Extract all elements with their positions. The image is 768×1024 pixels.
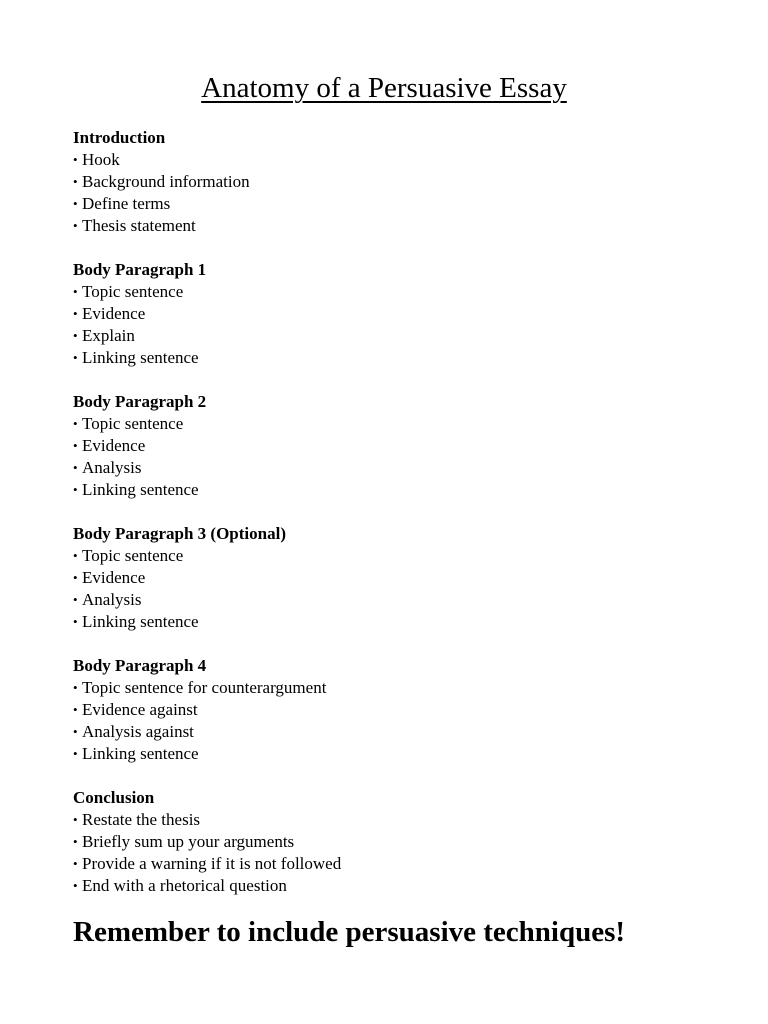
list-item: • Topic sentence bbox=[73, 413, 713, 435]
list-item: • Analysis against bbox=[73, 721, 713, 743]
section-heading: Conclusion bbox=[73, 788, 155, 807]
bullet-list bbox=[73, 149, 713, 237]
bullet-list bbox=[73, 809, 713, 897]
list-item: • Define terms bbox=[73, 193, 713, 215]
bullet-list bbox=[73, 677, 713, 765]
section-heading: Body Paragraph 1 bbox=[73, 260, 207, 279]
section-body-paragraph-2 bbox=[73, 391, 713, 501]
list-item: • Evidence bbox=[73, 567, 713, 589]
list-item: • Linking sentence bbox=[73, 347, 713, 369]
bullet-list bbox=[73, 545, 713, 633]
section-body-paragraph-4 bbox=[73, 655, 713, 765]
list-item: • Linking sentence bbox=[73, 611, 713, 633]
list-item: • Topic sentence for counterargument bbox=[73, 677, 713, 699]
list-item: • Hook bbox=[73, 149, 713, 171]
list-item: • Topic sentence bbox=[73, 545, 713, 567]
list-item: • Analysis bbox=[73, 457, 713, 479]
page-title: Anatomy of a Persuasive Essay bbox=[201, 72, 567, 104]
section-heading: Body Paragraph 3 (Optional) bbox=[73, 524, 286, 543]
list-item: • Background information bbox=[73, 171, 713, 193]
bullet-list bbox=[73, 413, 713, 501]
section-body-paragraph-1 bbox=[73, 259, 713, 369]
list-item: • Briefly sum up your arguments bbox=[73, 831, 713, 853]
essay-outline bbox=[73, 127, 713, 919]
bullet-list bbox=[73, 281, 713, 369]
list-item: • End with a rhetorical question bbox=[73, 875, 713, 897]
section-body-paragraph-3 bbox=[73, 523, 713, 633]
list-item: • Evidence bbox=[73, 303, 713, 325]
list-item: • Provide a warning if it is not followed bbox=[73, 853, 713, 875]
list-item: • Restate the thesis bbox=[73, 809, 713, 831]
list-item: • Linking sentence bbox=[73, 743, 713, 765]
reminder-note: Remember to include persuasive techniques! bbox=[73, 916, 626, 948]
list-item: • Explain bbox=[73, 325, 713, 347]
list-item: • Thesis statement bbox=[73, 215, 713, 237]
section-heading: Body Paragraph 4 bbox=[73, 656, 207, 675]
section-introduction bbox=[73, 127, 713, 237]
section-heading: Body Paragraph 2 bbox=[73, 392, 207, 411]
list-item: • Linking sentence bbox=[73, 479, 713, 501]
list-item: • Topic sentence bbox=[73, 281, 713, 303]
list-item: • Evidence against bbox=[73, 699, 713, 721]
list-item: • Analysis bbox=[73, 589, 713, 611]
section-conclusion bbox=[73, 787, 713, 897]
section-heading: Introduction bbox=[73, 128, 166, 147]
list-item: • Evidence bbox=[73, 435, 713, 457]
